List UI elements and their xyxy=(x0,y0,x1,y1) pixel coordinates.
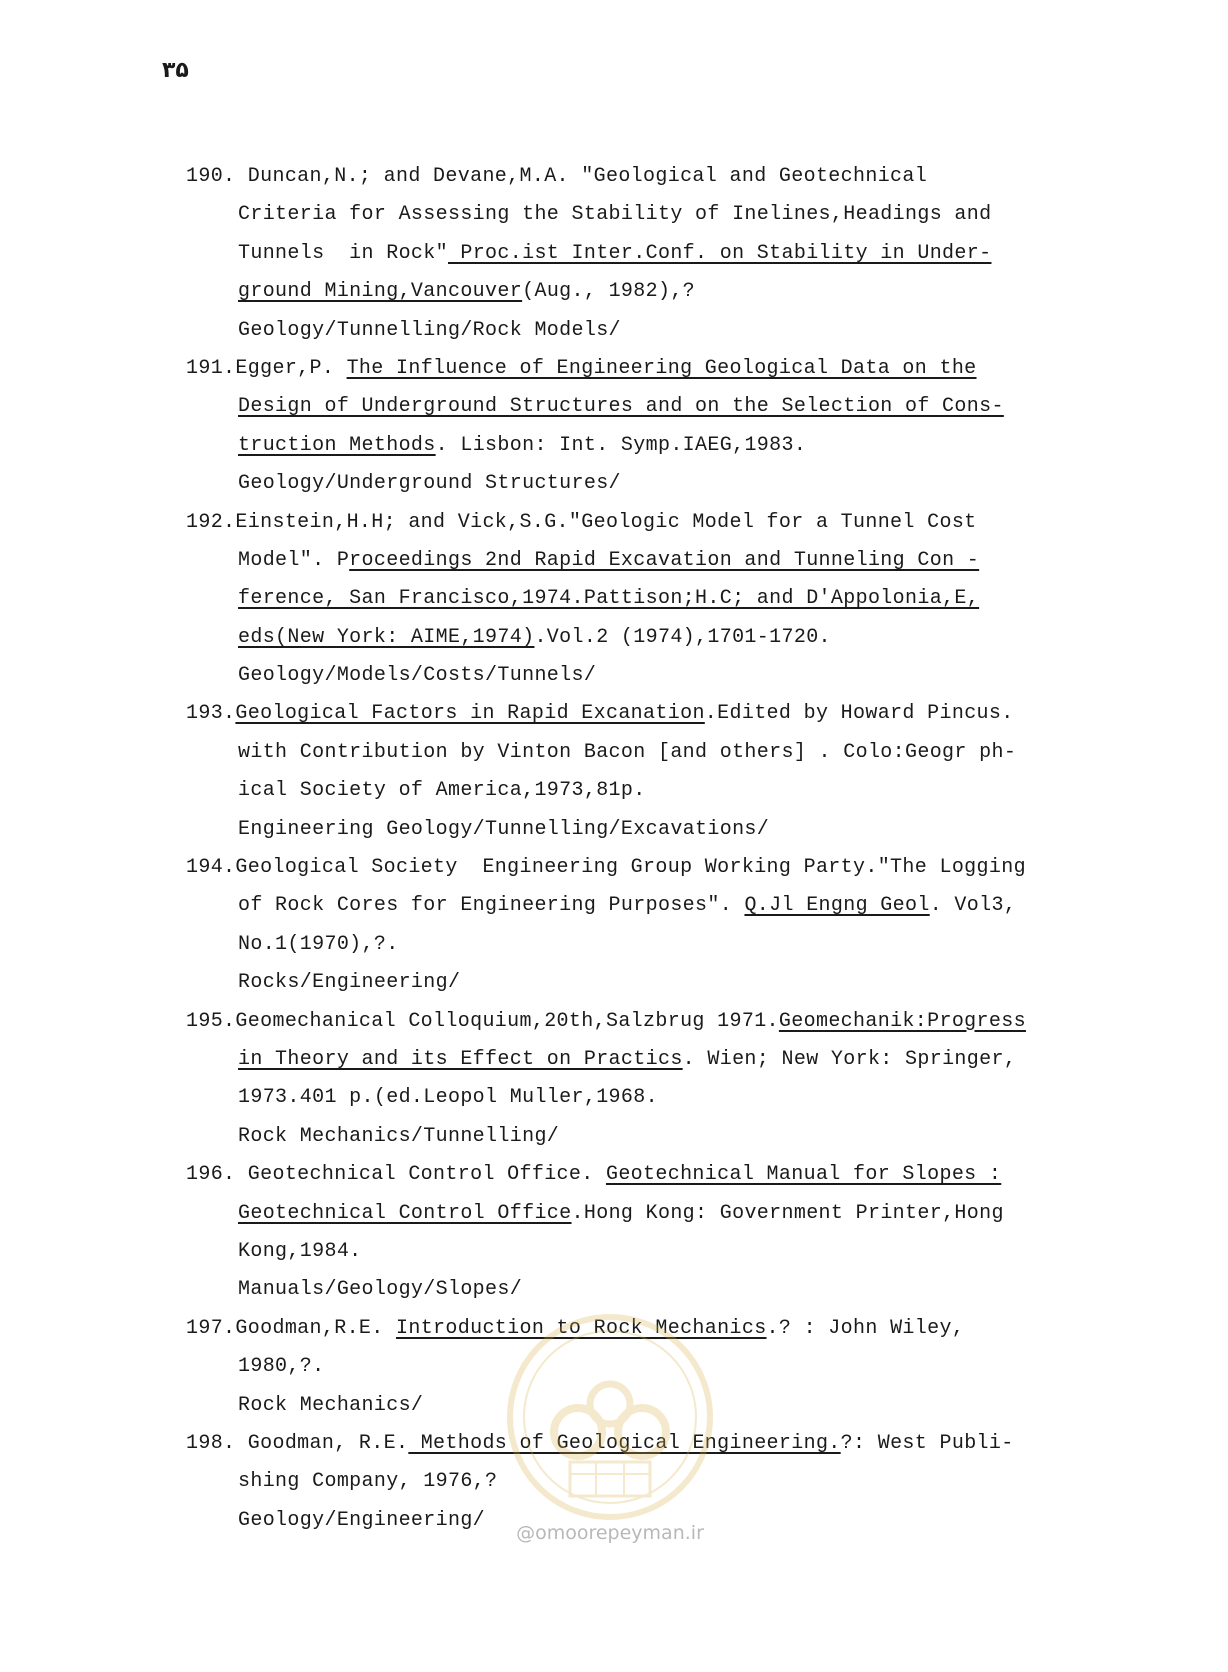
underlined-title: Methods of Geological Engineering. xyxy=(408,1431,841,1455)
entry-first-line xyxy=(186,1156,1196,1194)
entry-text: . Vol3, xyxy=(929,894,1017,918)
entry-text: Geology/Tunnelling/Rock Models/ xyxy=(238,318,621,342)
entry-text: Geology/Engineering/ xyxy=(238,1508,486,1532)
underlined-title: The Influence of Engineering Geological Data on the xyxy=(346,356,977,380)
entry-text: 197.Goodman,R.E. xyxy=(186,1316,396,1340)
underlined-title: Introduction to Rock Mechanics xyxy=(395,1316,767,1340)
entry-line xyxy=(186,580,1196,618)
entry-line xyxy=(186,465,1196,503)
entry-line xyxy=(186,273,1196,311)
entry-line xyxy=(186,619,1196,657)
entry-text: Manuals/Geology/Slopes/ xyxy=(238,1278,523,1302)
entry-text: .? : John Wiley, xyxy=(766,1316,965,1340)
entry-line xyxy=(186,542,1196,580)
entry-text: 196. Geotechnical Control Office. xyxy=(186,1163,606,1187)
page-number: ۳۵ xyxy=(162,58,189,83)
bibliography-entry xyxy=(186,1156,1196,1310)
underlined-title: Geomechanik:Progress xyxy=(778,1009,1026,1033)
entry-line xyxy=(186,1079,1196,1117)
entry-line xyxy=(186,734,1196,772)
entry-line xyxy=(186,312,1196,350)
underlined-title: ground Mining,Vancouver xyxy=(238,280,523,304)
entry-text: . Wien; New York: Springer, xyxy=(682,1047,1017,1071)
entry-line xyxy=(186,1195,1196,1233)
bibliography-entry xyxy=(186,504,1196,696)
underlined-title: Proc.ist Inter.Conf. on Stability in Under- xyxy=(447,241,992,265)
entry-line xyxy=(186,427,1196,465)
entry-first-line xyxy=(186,350,1196,388)
bibliography-entry xyxy=(186,350,1196,504)
entry-text: . Lisbon: Int. Symp.IAEG,1983. xyxy=(435,433,807,457)
entry-first-line xyxy=(186,158,1196,196)
entry-text: Rock Mechanics/Tunnelling/ xyxy=(238,1124,560,1148)
entry-line xyxy=(186,657,1196,695)
entry-first-line xyxy=(186,849,1196,887)
entry-text: ical Society of America,1973,81p. xyxy=(238,779,646,803)
entry-line xyxy=(186,235,1196,273)
entry-text: .Vol.2 (1974),1701-1720. xyxy=(534,625,831,649)
entry-line xyxy=(186,388,1196,426)
entry-first-line xyxy=(186,504,1196,542)
entry-line xyxy=(186,1271,1196,1309)
entry-text: shing Company, 1976,? xyxy=(238,1470,498,1494)
underlined-title: eds(New York: AIME,1974) xyxy=(238,625,535,649)
bibliography-entry xyxy=(186,695,1196,849)
underlined-title: Q.Jl Engng Geol xyxy=(744,894,930,918)
entry-text: .Edited by Howard Pincus. xyxy=(704,702,1014,726)
entry-line xyxy=(186,887,1196,925)
entry-line xyxy=(186,926,1196,964)
entry-text: Geology/Underground Structures/ xyxy=(238,472,621,496)
entry-text: (Aug., 1982),? xyxy=(522,280,696,304)
watermark-text: @omoorepeyman.ir xyxy=(516,1522,704,1544)
entry-line xyxy=(186,964,1196,1002)
entry-text: Geology/Models/Costs/Tunnels/ xyxy=(238,664,597,688)
underlined-title: Design of Underground Structures and on the Selection of Cons- xyxy=(238,395,1004,419)
bibliography-entry xyxy=(186,1003,1196,1157)
entry-text: No.1(1970),?. xyxy=(238,932,399,956)
underlined-title: in Theory and its Effect on Practics xyxy=(238,1047,683,1071)
entry-text: 1980,?. xyxy=(238,1355,325,1379)
entry-text: Rocks/Engineering/ xyxy=(238,971,461,995)
underlined-title: Geotechnical Control Office xyxy=(238,1201,572,1225)
underlined-title: roceedings 2nd Rapid Excavation and Tunneling Con - xyxy=(349,548,980,572)
entry-text: of Rock Cores for Engineering Purposes". xyxy=(238,894,745,918)
underlined-title: Geological Factors in Rapid Excanation xyxy=(235,702,705,726)
entry-text: ?: West Publi- xyxy=(840,1431,1014,1455)
entry-text: 193. xyxy=(186,702,236,726)
watermark-logo xyxy=(500,1312,720,1522)
entry-text: 194.Geological Society Engineering Group Working Party."The Logging xyxy=(186,856,1026,880)
bibliography-entry xyxy=(186,158,1196,350)
underlined-title: ference, San Francisco,1974.Pattison;H.C; and D'Appolonia,E, xyxy=(238,587,980,611)
entry-text: 198. Goodman, R.E. xyxy=(186,1431,409,1455)
entry-text: 1973.401 p.(ed.Leopol Muller,1968. xyxy=(238,1086,658,1110)
entry-text: 190. Duncan,N.; and Devane,M.A. "Geological and Geotechnical xyxy=(186,165,928,188)
underlined-title: Geotechnical Manual for Slopes : xyxy=(605,1163,1002,1187)
entry-text: Model". P xyxy=(238,548,350,572)
entry-line xyxy=(186,1118,1196,1156)
entry-text: 195.Geomechanical Colloquium,20th,Salzbrug 1971. xyxy=(186,1009,779,1033)
entry-text: 192.Einstein,H.H; and Vick,S.G."Geologic Model for a Tunnel Cost xyxy=(186,510,977,534)
entry-text: Tunnels in Rock" xyxy=(238,241,448,265)
entry-line xyxy=(186,196,1196,234)
entry-line xyxy=(186,1233,1196,1271)
entry-text: 191.Egger,P. xyxy=(186,356,347,380)
entry-first-line xyxy=(186,1003,1196,1041)
entry-text: Criteria for Assessing the Stability of Inelines,Headings and xyxy=(238,203,992,227)
entry-text: with Contribution by Vinton Bacon [and others] . Colo:Geogr ph- xyxy=(238,740,1017,764)
entry-first-line xyxy=(186,695,1196,733)
entry-text: Engineering Geology/Tunnelling/Excavations/ xyxy=(238,817,770,841)
bibliography-entry xyxy=(186,849,1196,1003)
entry-text: Rock Mechanics/ xyxy=(238,1393,424,1417)
entry-text: Kong,1984. xyxy=(238,1239,362,1263)
underlined-title: truction Methods xyxy=(238,433,436,457)
entry-text: .Hong Kong: Government Printer,Hong xyxy=(571,1201,1004,1225)
entry-line xyxy=(186,1041,1196,1079)
entry-line xyxy=(186,772,1196,810)
entry-line xyxy=(186,811,1196,849)
